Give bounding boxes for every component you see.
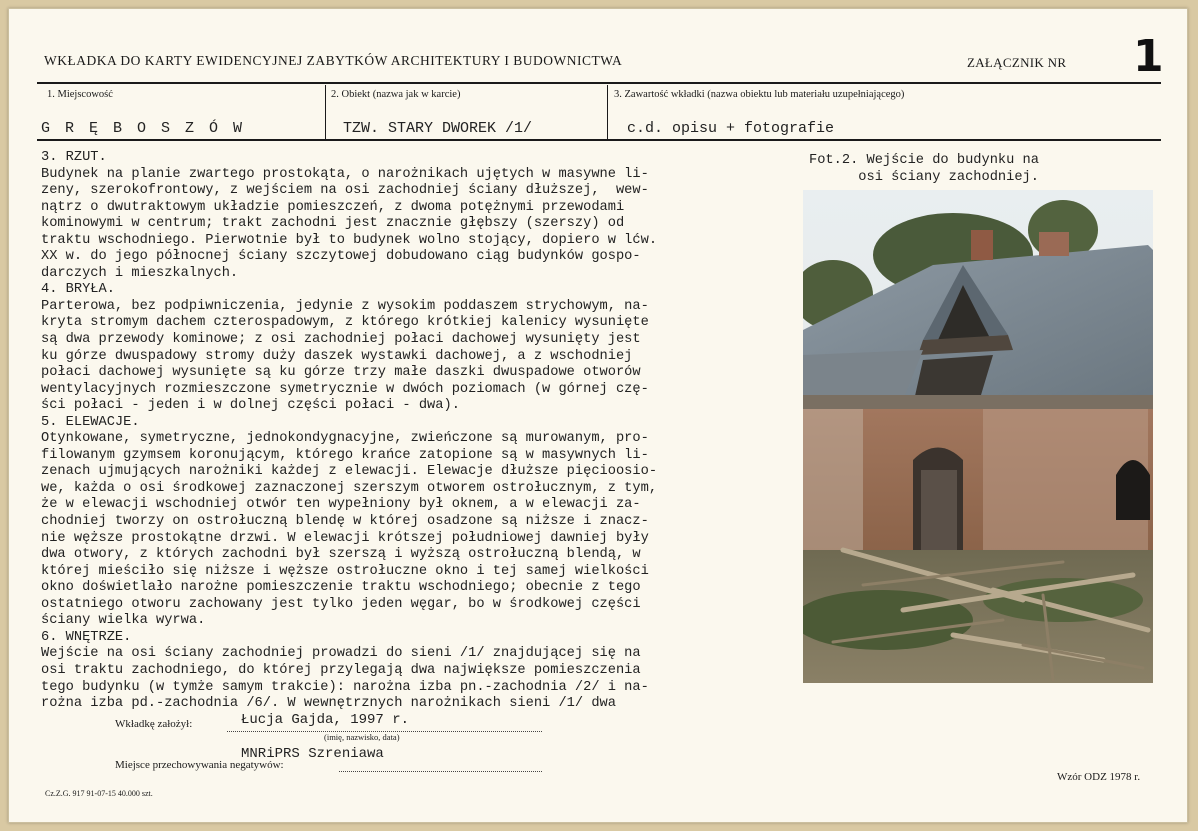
body-line: ściany wielka wyrwa. — [41, 613, 206, 629]
body-line: 4. BRYŁA. — [41, 282, 115, 298]
body-line: osi traktu zachodniego, do której przylegają dwa największe pomieszczenia — [41, 662, 641, 678]
field-location-value: G R Ę B O S Z Ó W — [41, 120, 246, 137]
body-line: połaci dachowej wysunięte są ku górze trzy małe daszki dwuspadowe otworów — [41, 365, 641, 381]
body-line: zenach ujmujących narożniki każdej z elewacji. Elewacje dłuższe pięcioosio- — [41, 464, 658, 480]
annex-label: ZAŁĄCZNIK NR — [967, 55, 1067, 70]
body-line: dwa otwory, z których zachodni był szerszą i wyższą ostrołuczną blendą, w — [41, 547, 641, 563]
body-line: że w elewacji wschodniej otwór ten wypełniony był oknem, a w elewacji za- — [41, 497, 641, 513]
photo-caption: Fot.2. Wejście do budynku na osi ściany zachodniej. — [809, 153, 1039, 185]
field-object-value: TZW. STARY DWOREK /1/ — [343, 120, 533, 137]
print-code: Cz.Z.G. 917 91-07-15 40.000 szt. — [45, 789, 153, 798]
body-line: tego budynku (w tymże samym trakcie): narożna izba pn.-zachodnia /2/ i na- — [41, 679, 649, 695]
body-line: 5. ELEWACJE. — [41, 414, 140, 430]
annex-number: 1 — [1133, 31, 1164, 82]
body-line: traktu wschodniego. Pierwotnie był to budynek wolno stojący, dopiero w lćw. — [41, 232, 658, 248]
body-line: 6. WNĘTRZE. — [41, 629, 132, 645]
inventory-card — [8, 8, 1188, 823]
body-line: nątrz o dwutraktowym układzie pomieszczeń, z dwoma potężnymi przewodami — [41, 199, 625, 215]
field-content-label: 3. Zawartość wkładki (nazwa obiektu lub materiału uzupełniającego) — [614, 89, 905, 100]
body-line: ku górze dwuspadowy stromy duży daszek wystawki dachowej, a z wschodniej — [41, 348, 633, 364]
field-divider — [607, 85, 608, 140]
body-line: Wejście na osi ściany zachodniej prowadzi do sieni /1/ znajdującej się na — [41, 646, 641, 662]
body-line: chodniej tworzy on ostrołuczną blendę w której osadzone są niższe i znacz- — [41, 514, 649, 530]
card-title: WKŁADKA DO KARTY EWIDENCYJNEJ ZABYTKÓW ARCHITEKTURY I BUDOWNICTWA — [44, 53, 623, 68]
body-line: ści połaci - jeden i w dolnej części połaci - dwa). — [41, 398, 460, 414]
body-line: Otynkowane, symetryczne, jednokondygnacyjne, zwieńczone są murowanym, pro- — [41, 431, 649, 447]
field-content-value: c.d. opisu + fotografie — [627, 120, 835, 137]
body-line: okno doświetlało narożne pomieszczenie traktu wschodniego; obecnie z tego — [41, 580, 641, 596]
storage-label: Miejsce przechowywania negatywów: — [115, 759, 284, 771]
field-object-label: 2. Obiekt (nazwa jak w karcie) — [331, 89, 461, 100]
body-line: we, każda o osi środkowej zaznaczonej szerszym otworem ostrołucznym, z tym, — [41, 480, 658, 496]
description-text — [41, 150, 801, 713]
storage-value: MNRiPRS Szreniawa — [241, 746, 384, 762]
body-line: rożna izba pd.-zachodnia /6/. W wewnętrznych narożnikach sieni /1/ dwa — [41, 696, 616, 712]
body-line: XX w. do jego północnej ściany szczytowej dobudowano ciąg budynków gospo- — [41, 249, 641, 265]
body-line: której mieściło się niższe i węższe ostrołuczne okno i tej samej wielkości — [41, 563, 649, 579]
header-rule — [37, 82, 1161, 84]
body-line: zeny, szerokofrontowy, z wejściem na osi zachodniej ściany dłuższej, wew- — [41, 183, 649, 199]
body-line: wentylacyjnych rozmieszczone symetrycznie w dwóch poziomach (w górnej czę- — [41, 381, 649, 397]
body-line: filowanym gzymsem koronującym, którego krańce zatopione są w masywnych li- — [41, 447, 649, 463]
author-hint: (imię, nazwisko, data) — [324, 732, 400, 742]
storage-dotline — [339, 771, 542, 772]
body-line: Budynek na planie zwartego prostokąta, o narożnikach ujętych w masywne li- — [41, 166, 649, 182]
form-model: Wzór ODZ 1978 r. — [1057, 771, 1141, 783]
body-line: ostatniego otworu zachowany jest tylko jeden węgar, bo w środkowej części — [41, 596, 641, 612]
body-line: nie węższe prostokątne drzwi. W elewacji krótszej południowej dawniej były — [41, 530, 649, 546]
fields-rule — [37, 139, 1161, 141]
field-divider — [325, 85, 326, 140]
field-location-label: 1. Miejscowość — [47, 89, 113, 100]
body-line: kominowymi w centrum; trakt zachodni jest znacznie głębszy (szerszy) od — [41, 216, 625, 232]
body-line: darczych i mieszkalnych. — [41, 265, 239, 281]
body-line: 3. RZUT. — [41, 150, 107, 165]
body-line: kryta stromym dachem czterospadowym, z którego krótkiej kalenicy wysunięte — [41, 315, 649, 331]
author-label: Wkładkę założył: — [115, 718, 193, 730]
body-line: Parterowa, bez podpiwniczenia, jedynie z wysokim poddaszem strychowym, na- — [41, 298, 649, 314]
body-line: są dwa przewody kominowe; z osi zachodniej połaci dachowej wysunięty jest — [41, 332, 641, 348]
author-value: Łucja Gajda, 1997 r. — [241, 712, 410, 728]
building-photo — [803, 190, 1153, 683]
